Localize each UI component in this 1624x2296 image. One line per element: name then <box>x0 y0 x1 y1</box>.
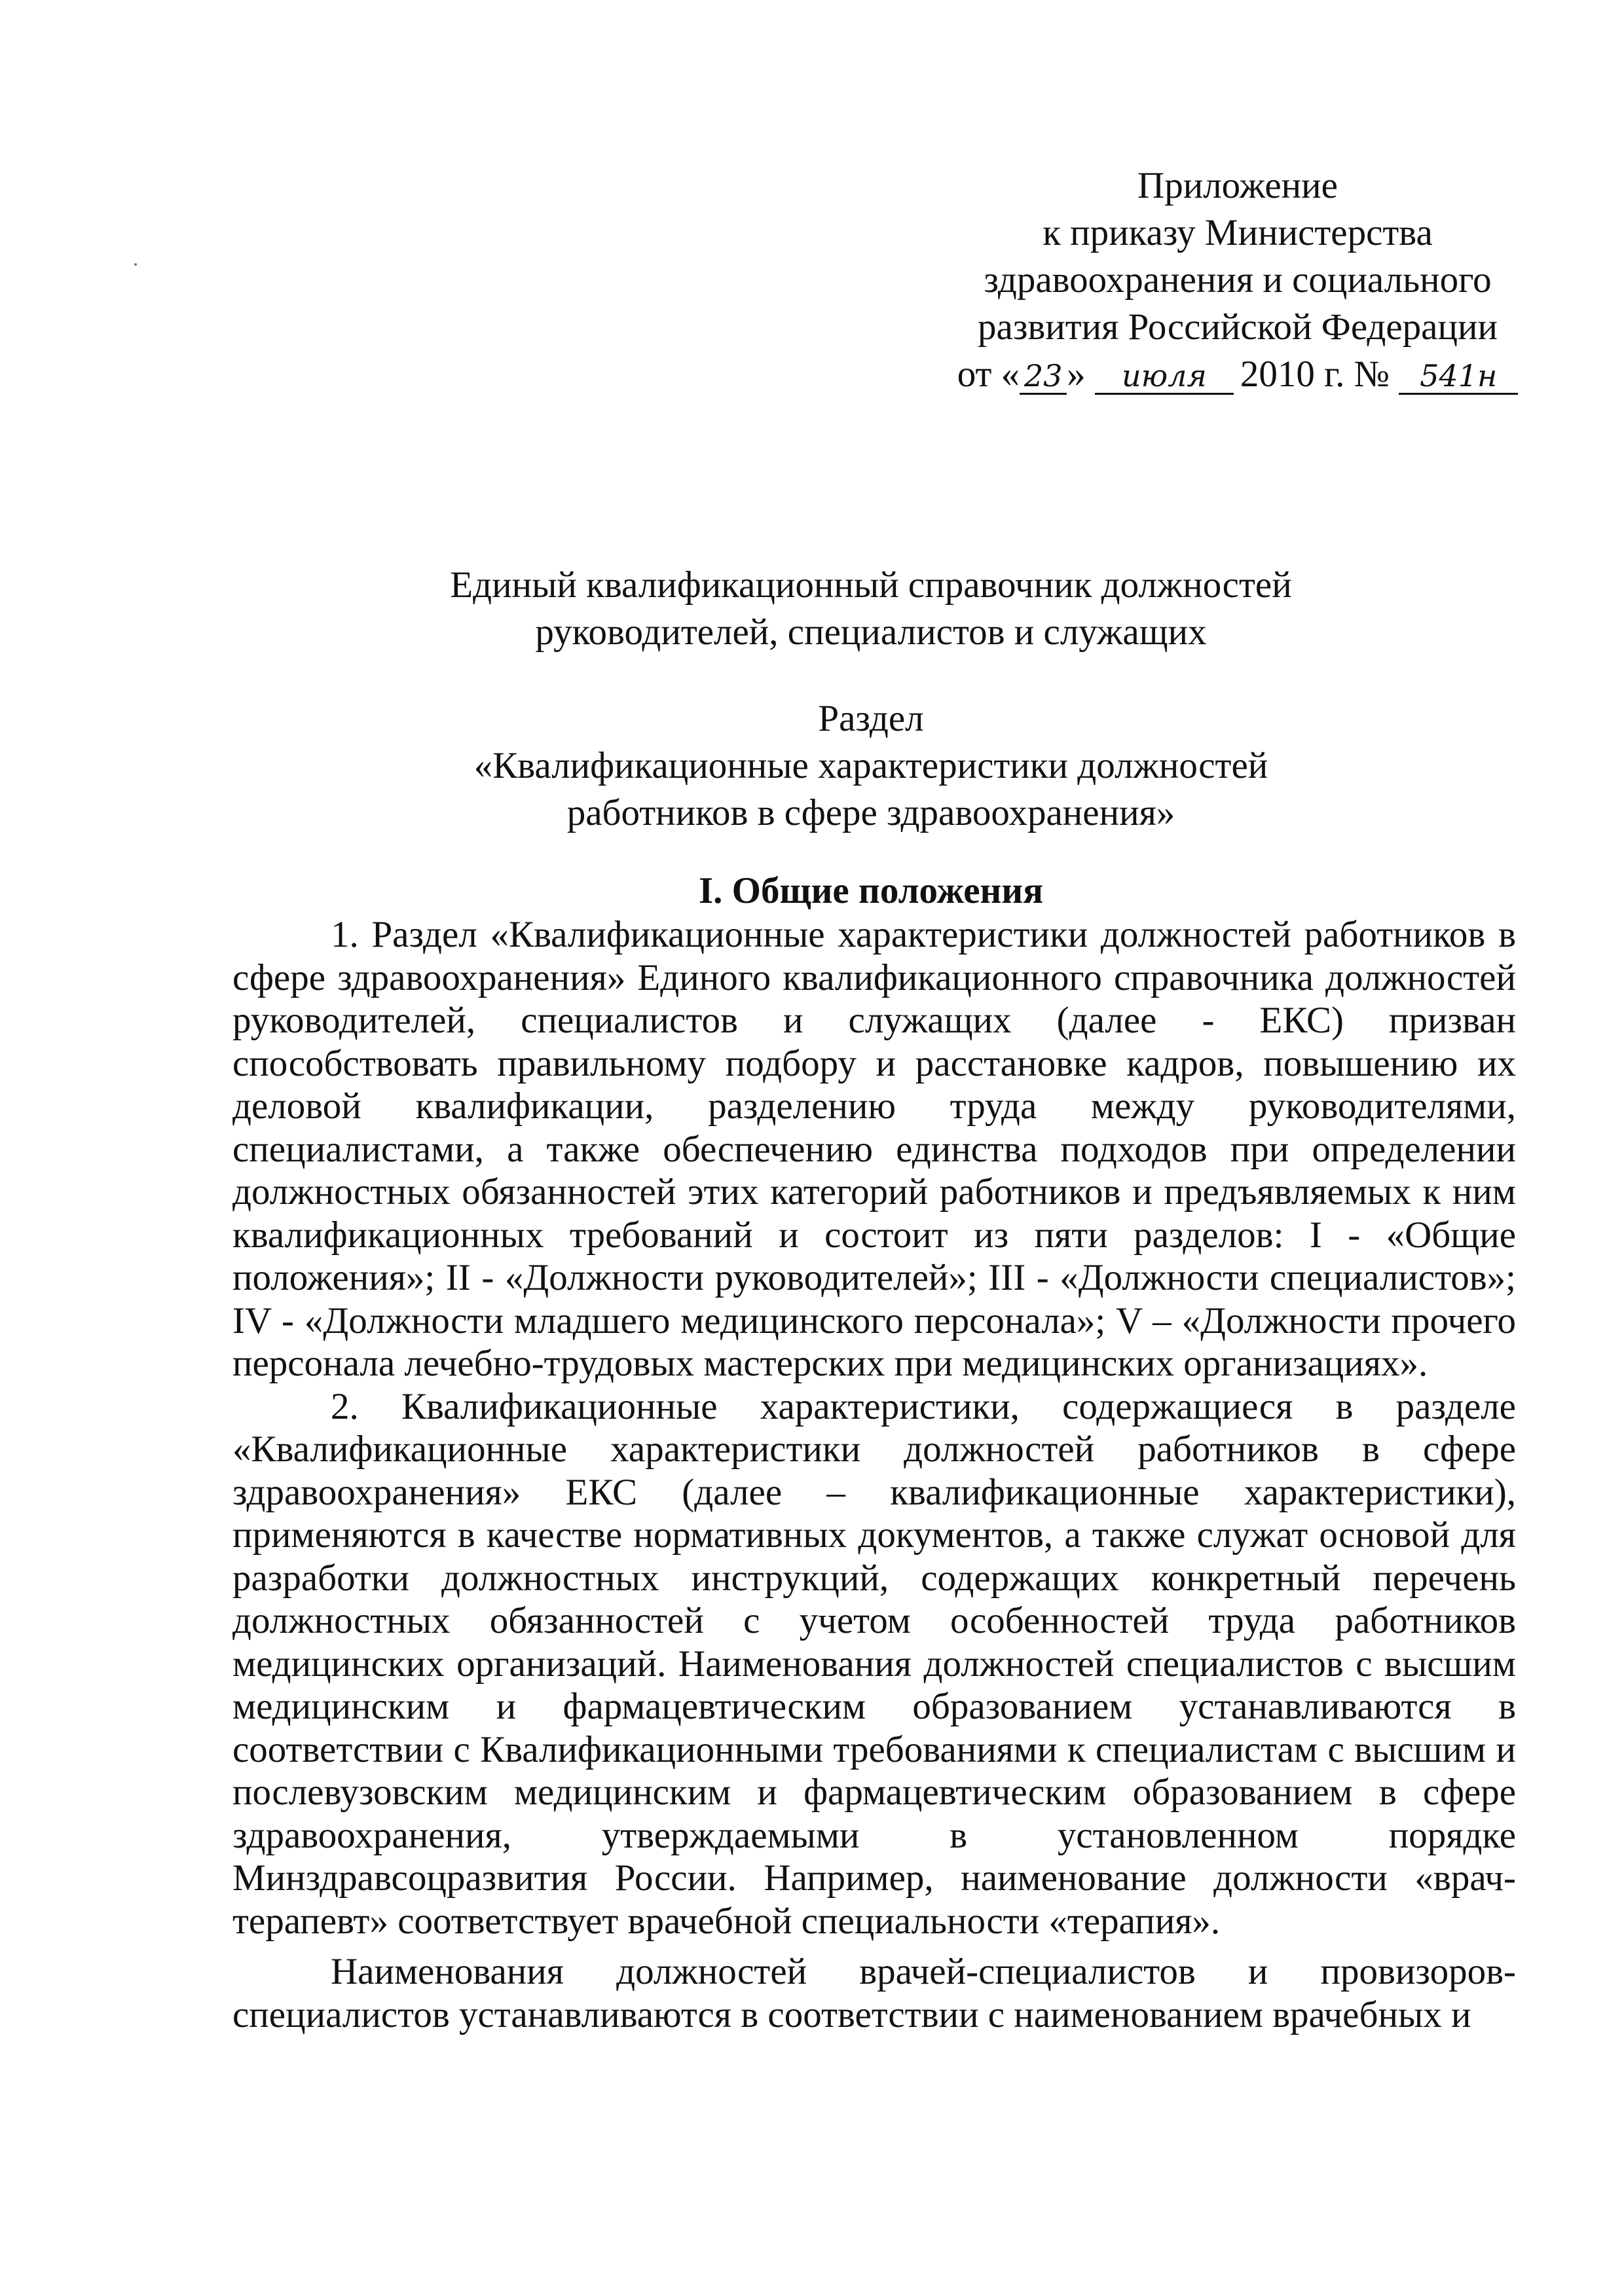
paragraph-3: Наименования должностей врачей-специалистов и провизоров-специалистов устанавливаются в соответствии с наименованием врачебных и <box>232 1951 1516 2035</box>
body-text <box>232 913 1516 2036</box>
handwritten-month: июля <box>1095 359 1234 395</box>
appendix-order-line: к приказу Министерства <box>1043 212 1433 253</box>
scan-speck <box>134 263 137 266</box>
paragraph-2: 2. Квалификационные характеристики, содержащиеся в разделе «Квалификационные характеристики должностей работников в сфере здравоохранения» ЕКС (далее – квалификационные характеристики), применяются в качестве нормативных документов, а также служат основой для разработки должностных инструкций, содержащих конкретный перечень должностных обязанностей с учетом особенностей труда работников медицинских организаций. Наименования должностей специалистов с высшим медицинским и фармацевтическим образованием устанавливаются в соответствии с Квалификационными требованиями к специалистам с высшим и послевузовским медицинским и фармацевтическим образованием в сфере здравоохранения, утверждаемыми в установленном порядке Минздравсоцразвития России. Например, наименование должности «врач-терапевт» соответствует врачебной специальности «терапия». <box>232 1385 1516 1942</box>
date-prefix: от « <box>957 354 1020 395</box>
appendix-date-line <box>943 351 1532 398</box>
paragraph-1: 1. Раздел «Квалификационные характеристики должностей работников в сфере здравоохранения» Единого квалификационного справочника должностей руководителей, специалистов и служащих (далее - ЕКС) призван способствовать правильному подбору и расстановке кадров, повышению их деловой квалификации, разделению труда между руководителями, специалистами, а также обеспечению единства подходов при определении должностных обязанностей этих категорий работников и предъявляемых к ним квалификационных требований и состоит из пяти разделов: I - «Общие положения»; II - «Должности руководителей»; III - «Должности специалистов»; IV - «Должности младшего медицинского персонала»; V – «Должности прочего персонала лечебно-трудовых мастерских при медицинских организациях». <box>232 914 1516 1384</box>
appendix-ministry-line: здравоохранения и социального <box>984 259 1492 301</box>
appendix-note <box>943 162 1532 398</box>
document-title <box>223 562 1519 656</box>
title-line-2: руководителей, специалистов и служащих <box>535 611 1207 653</box>
year-text: 2010 г. № <box>1240 354 1390 395</box>
chapter-heading: I. Общие положения <box>698 870 1044 911</box>
date-mid: » <box>1067 354 1086 395</box>
appendix-country-line: развития Российской Федерации <box>978 306 1498 348</box>
handwritten-day: 23 <box>1020 359 1067 395</box>
section-name-line-1: «Квалификационные характеристики должностей <box>473 745 1268 786</box>
section-title <box>223 695 1519 837</box>
section-name-line-2: работников в сфере здравоохранения» <box>566 792 1175 833</box>
handwritten-order-number: 541н <box>1399 359 1518 395</box>
title-line-1: Единый квалификационный справочник должностей <box>450 564 1292 606</box>
section-label: Раздел <box>818 698 924 739</box>
appendix-title: Приложение <box>1137 165 1338 206</box>
